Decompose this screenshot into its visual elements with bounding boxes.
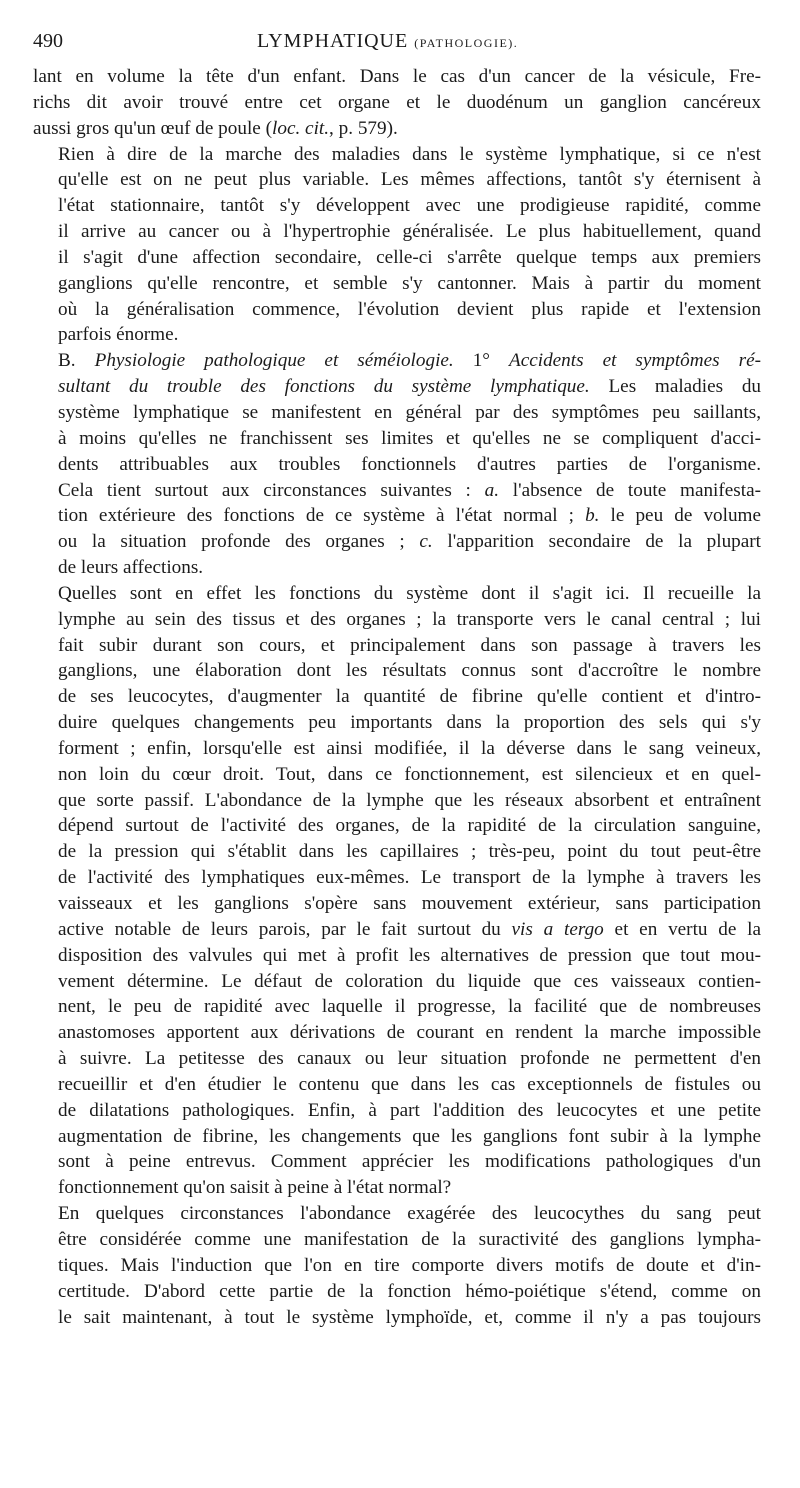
text-line	[33, 1175, 761, 1201]
text-run: de dilatations pathologiques. Enfin, à part l'addition des leucocytes et une petite	[58, 1099, 761, 1121]
text-run: de leurs affections.	[58, 557, 204, 579]
text-run: 1°	[453, 350, 509, 372]
text-run: vement détermine. Le défaut de coloration du liquide que ces vaisseaux contien-	[58, 970, 761, 992]
text-run: tion extérieure des fonctions de ce système à l'état normal ;	[58, 505, 586, 527]
text-line	[33, 684, 761, 710]
text-run: , p. 579).	[329, 117, 398, 139]
text-run: être considérée comme une manifestation de la suractivité des ganglions lympha-	[58, 1228, 761, 1250]
text-line	[33, 322, 761, 348]
text-line	[33, 400, 761, 426]
text-line	[33, 219, 761, 245]
text-run: ganglions, une élaboration dont les résultats connus sont d'accroître le nombre	[58, 660, 761, 682]
text-line	[33, 581, 761, 607]
text-line	[33, 1253, 761, 1279]
text-run: dépend surtout de l'activité des organes, de la rapidité de la circulation sanguine,	[58, 815, 761, 837]
italic-text: Physiologie pathologique et séméiologie.	[94, 350, 454, 372]
text-run: dents attribuables aux troubles fonctionnels d'autres parties de l'organisme.	[58, 453, 761, 475]
text-run: augmentation de fibrine, les changements que les ganglions font subir à la lymphe	[58, 1125, 761, 1147]
text-run: richs dit avoir trouvé entre cet organe et le duodénum un ganglion cancéreux	[33, 91, 761, 113]
text-run: sont à peine entrevus. Comment apprécier les modifications pathologiques d'un	[58, 1151, 761, 1173]
text-line	[33, 116, 761, 142]
text-run: l'apparition secondaire de la plupart	[432, 531, 761, 553]
text-run: aussi gros qu'un œuf de poule (	[33, 117, 273, 139]
text-run: recueillir et d'en étudier le contenu que dans les cas exceptionnels de fistules ou	[58, 1073, 761, 1095]
text-run: ganglions qu'elle rencontre, et semble s'y cantonner. Mais à partir du moment	[58, 272, 761, 294]
page-body	[33, 64, 761, 1330]
text-run: vaisseaux et les ganglions s'opère sans mouvement extérieur, sans participation	[58, 893, 761, 914]
text-run: et en vertu de la	[603, 918, 761, 940]
text-run: l'absence de toute manifesta-	[499, 479, 761, 501]
text-run: de ses leucocytes, d'augmenter la quantité de fibrine qu'elle contient et d'intro-	[58, 686, 761, 708]
text-run: duire quelques changements peu importants dans la proportion des sels qui s'y	[58, 712, 761, 734]
text-line	[33, 891, 761, 917]
italic-text: Accidents et symptômes ré-	[508, 350, 761, 372]
text-run: Cela tient surtout aux circonstances suivantes :	[58, 479, 485, 501]
text-line	[33, 710, 761, 736]
text-run: active notable de leurs parois, par le fait surtout du	[58, 918, 512, 940]
text-line	[33, 1201, 761, 1227]
page-header	[33, 30, 760, 58]
text-run: Rien à dire de la marche des maladies dans le système lymphatique, si ce n'est	[58, 143, 761, 165]
text-line	[33, 839, 761, 865]
text-run: tiques. Mais l'induction que l'on en tire comporte divers motifs de doute et d'in-	[58, 1254, 761, 1276]
text-line	[33, 555, 761, 581]
text-line	[33, 374, 761, 400]
text-line	[33, 271, 761, 297]
text-run: le sait maintenant, à tout le système lymphoïde, et, comme il n'y a pas toujours	[58, 1306, 761, 1328]
text-run: de l'activité des lymphatiques eux-mêmes. Le transport de la lymphe à travers les	[58, 867, 761, 889]
text-line	[33, 813, 761, 839]
text-run: système lymphatique se manifestent en général par des symptômes peu saillants,	[58, 401, 761, 423]
text-run: anastomoses apportent aux dérivations de courant en rendent la marche impossible	[58, 1022, 761, 1044]
paragraph	[33, 64, 761, 142]
page-number: 490	[33, 30, 63, 52]
italic-text: sultant du trouble des fonctions du système lymphatique.	[58, 376, 590, 398]
text-run: fonctionnement qu'on saisit à peine à l'état normal?	[58, 1177, 452, 1199]
italic-text: vis a tergo	[511, 918, 604, 940]
text-line	[33, 658, 761, 684]
text-line	[33, 969, 761, 995]
text-run: où la généralisation commence, l'évolution devient plus rapide et l'extension	[58, 298, 761, 320]
italic-text: b.	[585, 505, 600, 527]
text-run: lymphe au sein des tissus et des organes ; la transporte vers le canal central ; lui	[58, 608, 761, 630]
italic-text: loc. cit.	[272, 117, 330, 139]
paragraph	[33, 142, 761, 349]
text-run: l'état stationnaire, tantôt s'y développent avec une prodigieuse rapidité, comme	[58, 195, 761, 217]
text-line	[33, 607, 761, 633]
text-line	[33, 348, 761, 374]
italic-text: a.	[484, 479, 500, 501]
text-line	[33, 193, 761, 219]
text-run: fait subir durant son cours, et principalement dans son passage à travers les	[58, 634, 761, 656]
text-run: forment ; enfin, lorsqu'elle est ainsi modifiée, il la déverse dans le sang veineux,	[58, 737, 761, 759]
text-run: disposition des valvules qui met à profit les alternatives de pression que tout mou-	[58, 944, 761, 966]
text-run: En quelques circonstances l'abondance exagérée des leucocythes du sang peut	[58, 1203, 761, 1225]
text-run: il arrive au cancer ou à l'hypertrophie généralisée. Le plus habituellement, quand	[58, 221, 761, 243]
running-title-subtitle: (PATHOLOGIE).	[414, 36, 519, 50]
text-line	[33, 994, 761, 1020]
text-run: Les maladies du	[589, 376, 761, 398]
text-line	[33, 788, 761, 814]
text-line	[33, 1227, 761, 1253]
text-line	[33, 1098, 761, 1124]
text-line	[33, 426, 761, 452]
text-line	[33, 1305, 761, 1331]
italic-text: c.	[419, 531, 433, 553]
text-run: certitude. D'abord cette partie de la fonction hémo-poiétique s'étend, comme on	[58, 1280, 761, 1302]
text-run: que sorte passif. L'abondance de la lymphe que les réseaux absorbent et entraînent	[58, 789, 761, 811]
text-line	[33, 943, 761, 969]
text-run: de la pression qui s'établit dans les capillaires ; très-peu, point du tout peut-être	[58, 841, 761, 863]
paragraph	[33, 348, 761, 581]
running-title-main: LYMPHATIQUE	[257, 30, 409, 52]
text-line	[33, 1046, 761, 1072]
text-line	[33, 633, 761, 659]
text-line	[33, 736, 761, 762]
paragraph	[33, 581, 761, 1201]
text-run: à suivre. La petitesse des canaux ou leur situation profonde ne permettent d'en	[58, 1048, 761, 1070]
paragraph	[33, 1201, 761, 1330]
text-line	[33, 762, 761, 788]
running-title	[257, 30, 518, 53]
text-line	[33, 1124, 761, 1150]
text-line	[33, 529, 761, 555]
text-line	[33, 167, 761, 193]
text-line	[33, 245, 761, 271]
text-run: B.	[58, 350, 95, 372]
text-line	[33, 90, 761, 116]
text-run: il s'agit d'une affection secondaire, celle-ci s'arrête quelque temps aux premiers	[58, 246, 761, 268]
text-line	[33, 503, 761, 529]
text-run: à moins qu'elles ne franchissent ses limites et qu'elles ne se compliquent d'acci-	[58, 427, 761, 449]
text-line	[33, 1149, 761, 1175]
text-run: qu'elle est on ne peut plus variable. Les mêmes affections, tantôt s'y éternisent à	[58, 169, 761, 191]
text-run: le peu de volume	[599, 505, 761, 527]
text-line	[33, 865, 761, 891]
text-line	[33, 478, 761, 504]
text-run: lant en volume la tête d'un enfant. Dans le cas d'un cancer de la vésicule, Fre-	[33, 66, 761, 87]
text-line	[33, 917, 761, 943]
text-line	[33, 1020, 761, 1046]
text-line	[33, 1279, 761, 1305]
text-line	[33, 64, 761, 90]
text-line	[33, 297, 761, 323]
text-run: Quelles sont en effet les fonctions du système dont il s'agit ici. Il recueille la	[58, 582, 761, 604]
text-run: parfois énorme.	[58, 324, 179, 346]
text-run: ou la situation profonde des organes ;	[58, 531, 420, 553]
text-line	[33, 1072, 761, 1098]
text-line	[33, 142, 761, 168]
text-line	[33, 452, 761, 478]
text-run: non loin du cœur droit. Tout, dans ce fonctionnement, est silencieux et en quel-	[58, 763, 761, 785]
text-run: nent, le peu de rapidité avec laquelle il progresse, la facilité que de nombreuses	[58, 996, 761, 1018]
